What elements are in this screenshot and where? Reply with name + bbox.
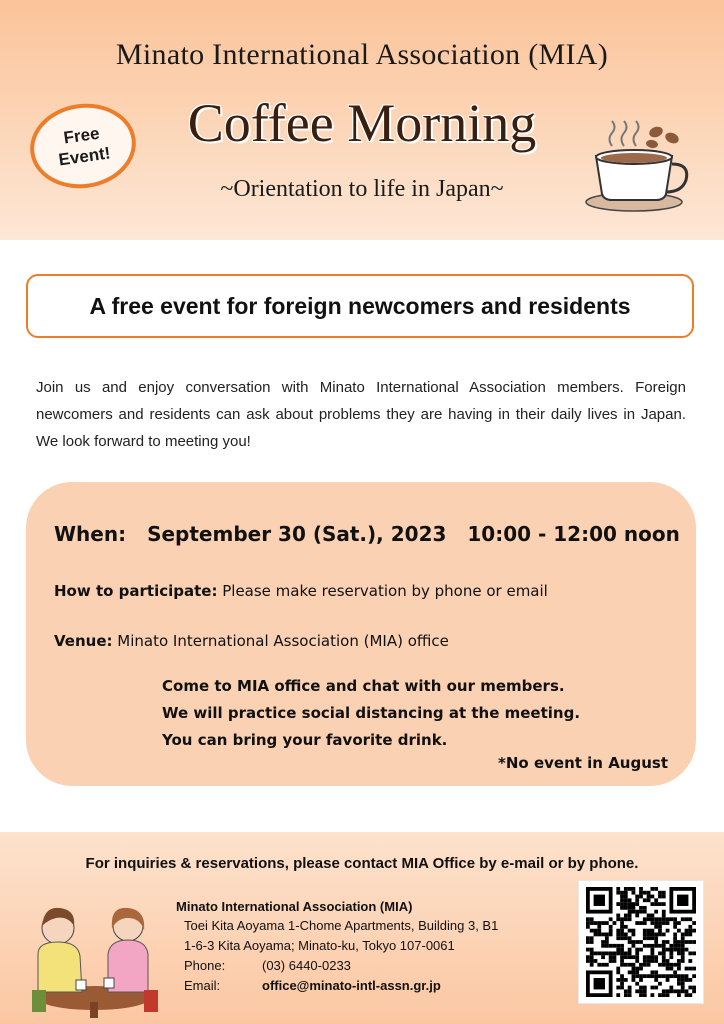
when-label: When: — [54, 522, 127, 546]
badge-line-1: Free — [62, 123, 101, 148]
venue-value: Minato International Association (MIA) office — [117, 632, 449, 650]
qr-code[interactable] — [578, 880, 704, 1004]
address-line-1: Toei Kita Aoyama 1-Chome Apartments, Building 3, B1 — [184, 918, 499, 933]
email-link[interactable]: office@minato-intl-assn.gr.jp — [262, 978, 441, 993]
address-line-2: 1-6-3 Kita Aoyama; Minato-ku, Tokyo 107-0061 — [184, 938, 455, 953]
note-line: You can bring your favorite drink. — [162, 731, 448, 749]
venue-label: Venue: — [54, 632, 113, 650]
event-notes — [162, 673, 580, 754]
qr-code-pattern — [586, 887, 696, 997]
contact-org-name: Minato International Association (MIA) — [176, 899, 413, 914]
note-line: Come to MIA office and chat with our members. — [162, 677, 565, 695]
coffee-cup-icon — [582, 120, 698, 216]
email-row — [176, 976, 566, 996]
how-label: How to participate: — [54, 582, 218, 600]
free-event-badge — [25, 97, 142, 195]
event-title: Coffee Morning — [187, 93, 537, 153]
event-banner: A free event for foreign newcomers and residents — [26, 274, 694, 338]
when-date: September 30 (Sat.), 2023 — [147, 522, 447, 546]
badge-line-2: Event! — [57, 143, 112, 170]
email-label: Email: — [184, 978, 221, 993]
header-band — [0, 0, 724, 240]
organization-title: Minato International Association (MIA) — [115, 38, 609, 71]
inquiry-heading: For inquiries & reservations, please contact MIA Office by e-mail or by phone. — [85, 855, 639, 872]
how-to-participate — [54, 582, 548, 600]
phone-label: Phone: — [184, 958, 226, 973]
contact-info — [176, 898, 566, 996]
event-details-box — [26, 482, 696, 786]
contact-footer — [0, 832, 724, 1024]
phone-row — [176, 956, 566, 976]
when-time: 10:00 - 12:00 noon — [467, 522, 680, 546]
people-chatting-illustration — [24, 894, 164, 1020]
when-line — [54, 522, 680, 546]
note-line: We will practice social distancing at the meeting. — [162, 704, 581, 722]
intro-paragraph: Join us and enjoy conversation with Minato International Association members. Foreign newcomers and residents can ask about problems they are having in their daily lives in Japan. We look forward to meeting you! — [36, 379, 686, 450]
event-subtitle: ~Orientation to life in Japan~ — [220, 176, 504, 202]
phone-value[interactable]: (03) 6440-0233 — [262, 958, 351, 973]
no-event-note: *No event in August — [498, 754, 668, 772]
venue — [54, 632, 449, 650]
how-value: Please make reservation by phone or email — [222, 582, 548, 600]
